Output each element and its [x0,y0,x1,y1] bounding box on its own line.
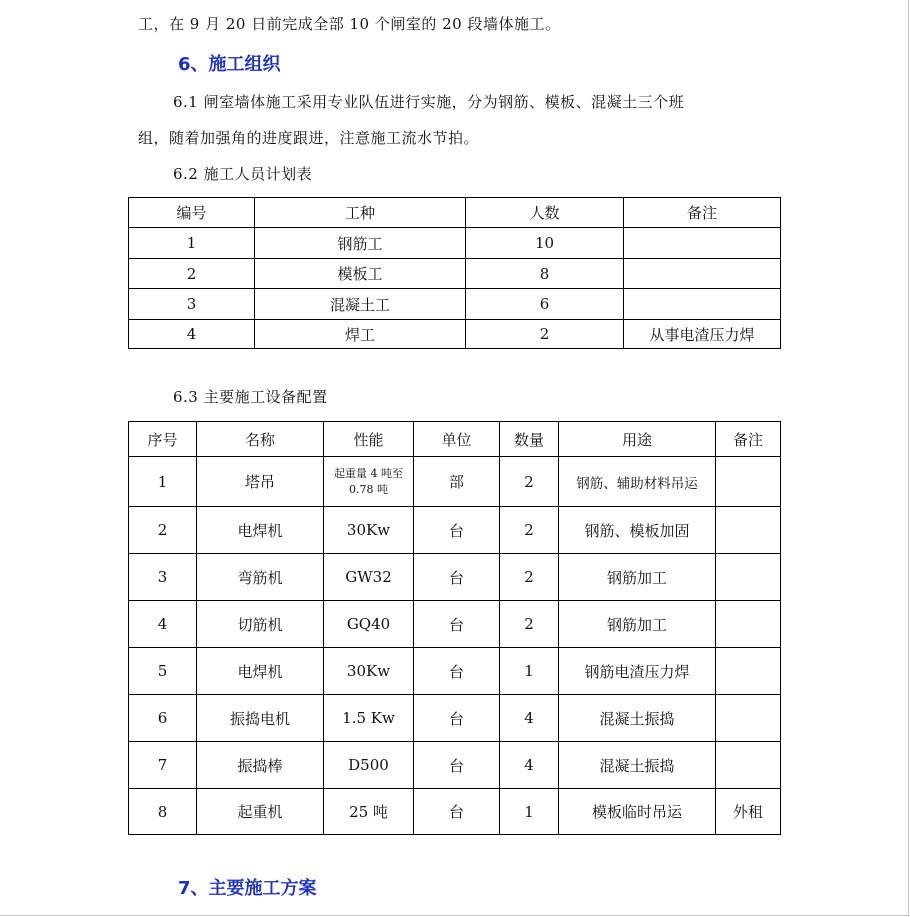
cell: 1.5 Kw [324,695,414,742]
cell: 1 [129,457,197,507]
personnel-header-row [129,198,781,228]
cell: 切筋机 [197,601,324,648]
cell: 2 [129,507,197,554]
cell: 25 吨 [324,789,414,835]
cell: 4 [129,601,197,648]
section-6-heading: 6、施工组织 [178,54,281,75]
cell: 4 [500,742,559,789]
cell: 外租 [716,789,781,835]
cell [716,742,781,789]
cell: 2 [500,554,559,601]
cell: 电焊机 [197,648,324,695]
cell: 台 [414,554,500,601]
table-row [129,259,781,289]
table-row [129,320,781,349]
cell: 台 [414,648,500,695]
table-row [129,789,781,835]
table-row [129,742,781,789]
table-row [129,554,781,601]
cell: 混凝土振捣 [559,695,716,742]
cell: 6 [466,289,624,320]
paragraph-6-1-line2: 组，随着加强角的进度跟进，注意施工流水节拍。 [138,129,480,147]
cell: 2 [129,259,255,289]
table-row [129,457,781,507]
header-cell: 序号 [129,422,197,457]
table-row [129,648,781,695]
cell: 1 [129,228,255,259]
header-cell: 性能 [324,422,414,457]
cell: 模板工 [255,259,466,289]
cell: 8 [129,789,197,835]
cell: 钢筋加工 [559,601,716,648]
cell: 2 [500,457,559,507]
header-cell: 单位 [414,422,500,457]
equipment-header-row [129,422,781,457]
cell: 4 [500,695,559,742]
cell: 钢筋加工 [559,554,716,601]
paragraph-6-1-line1: 6.1 闸室墙体施工采用专业队伍进行实施，分为钢筋、模板、混凝土三个班 [173,93,685,111]
cell: 30Kw [324,648,414,695]
cell: 钢筋、模板加固 [559,507,716,554]
cell [716,648,781,695]
header-cell: 编号 [129,198,255,228]
table-row [129,289,781,320]
cell: 塔吊 [197,457,324,507]
cell: 电焊机 [197,507,324,554]
header-cell: 工种 [255,198,466,228]
cell: 从事电渣压力焊 [624,320,781,349]
header-cell: 备注 [716,422,781,457]
cell: 台 [414,789,500,835]
cell: 焊工 [255,320,466,349]
cell: 混凝土工 [255,289,466,320]
cell: 台 [414,742,500,789]
cell: 模板临时吊运 [559,789,716,835]
equipment-table [128,421,781,835]
cell: 8 [466,259,624,289]
cell: 10 [466,228,624,259]
header-cell: 名称 [197,422,324,457]
cell: 台 [414,507,500,554]
cell: 2 [466,320,624,349]
cell [716,554,781,601]
cell: 起重量 4 吨至 0.78 吨 [324,457,414,507]
cell [624,259,781,289]
cell: 3 [129,289,255,320]
cell: 6 [129,695,197,742]
cell [624,289,781,320]
cell: GQ40 [324,601,414,648]
cell: 2 [500,507,559,554]
section-7-heading: 7、主要施工方案 [178,878,317,899]
cell: GW32 [324,554,414,601]
cell: 钢筋工 [255,228,466,259]
cell [716,695,781,742]
cell [716,601,781,648]
cell: 振捣棒 [197,742,324,789]
cell: 钢筋、辅助材料吊运 [559,457,716,507]
personnel-table-title: 6.2 施工人员计划表 [173,165,313,183]
cell: 部 [414,457,500,507]
cell: 30Kw [324,507,414,554]
cell: 振捣电机 [197,695,324,742]
cell: 7 [129,742,197,789]
cell: 弯筋机 [197,554,324,601]
cell: 1 [500,789,559,835]
header-cell: 数量 [500,422,559,457]
table-row [129,228,781,259]
table-row [129,507,781,554]
cell: 4 [129,320,255,349]
cell: 1 [500,648,559,695]
cell [716,457,781,507]
cell: 3 [129,554,197,601]
cell: 钢筋电渣压力焊 [559,648,716,695]
cell [716,507,781,554]
cell: 5 [129,648,197,695]
paragraph-continuation: 工，在 9 月 20 日前完成全部 10 个闸室的 20 段墙体施工。 [138,15,561,33]
personnel-table [128,197,781,349]
header-cell: 用途 [559,422,716,457]
header-cell: 人数 [466,198,624,228]
cell: D500 [324,742,414,789]
cell: 混凝土振捣 [559,742,716,789]
cell: 台 [414,601,500,648]
cell [624,228,781,259]
cell: 台 [414,695,500,742]
cell: 起重机 [197,789,324,835]
cell: 2 [500,601,559,648]
table-row [129,695,781,742]
table-row [129,601,781,648]
equipment-table-title: 6.3 主要施工设备配置 [173,388,328,406]
header-cell: 备注 [624,198,781,228]
